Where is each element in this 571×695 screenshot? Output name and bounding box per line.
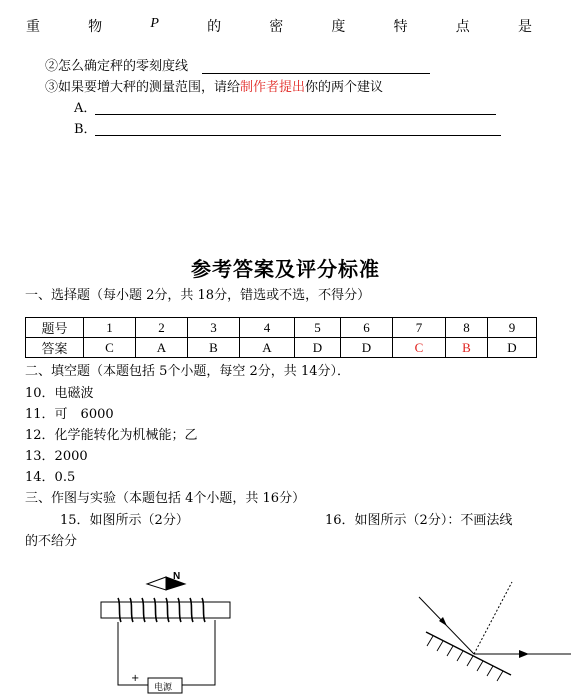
answer-key-title: 参考答案及评分标准 bbox=[191, 257, 380, 281]
question-number: 8 bbox=[446, 318, 488, 338]
section-1-heading: 一、选择题（每小题 2分，共 18分，错选或不选，不得分） bbox=[25, 288, 371, 303]
fill-answer: 11．可 6000 bbox=[25, 407, 114, 422]
battery-label: 电源 bbox=[154, 683, 173, 693]
question-3-text-end: 你的两个建议 bbox=[305, 80, 384, 95]
section-2-heading: 二、填空题（本题包括 5个小题，每空 2分，共 14分）． bbox=[25, 364, 350, 379]
question-number: 6 bbox=[341, 318, 393, 338]
question-number: 3 bbox=[188, 318, 240, 338]
answer-cell-highlighted: C bbox=[393, 338, 446, 358]
top-char: 特 bbox=[393, 19, 408, 35]
answer-cell: A bbox=[240, 338, 295, 358]
top-char: 点 bbox=[455, 19, 470, 35]
option-a-label: A． bbox=[74, 101, 97, 116]
answer-cell: C bbox=[84, 338, 136, 358]
fill-answer: 12．化学能转化为机械能；乙 bbox=[25, 428, 198, 443]
question-number: 7 bbox=[393, 318, 446, 338]
question-number: 4 bbox=[240, 318, 295, 338]
normal-line bbox=[474, 582, 512, 654]
question-2: ②怎么确定秤的零刻度线 bbox=[45, 59, 189, 74]
top-char: 物 bbox=[88, 19, 103, 35]
top-char: 是 bbox=[517, 19, 532, 35]
top-char: 密 bbox=[269, 19, 284, 35]
reflection-diagram bbox=[419, 582, 571, 681]
section-3-heading: 三、作图与实验（本题包括 4个小题，共 16分） bbox=[25, 491, 306, 506]
option-b-label: B． bbox=[74, 122, 97, 137]
fill-answer: 10．电磁波 bbox=[25, 386, 94, 401]
answer-cell: A bbox=[136, 338, 188, 358]
answer-cell: D bbox=[488, 338, 537, 358]
question-number: 2 bbox=[136, 318, 188, 338]
top-char: 的 bbox=[207, 19, 222, 35]
question-number: 1 bbox=[84, 318, 136, 338]
question-number: 5 bbox=[295, 318, 341, 338]
question-3-text-start: ③如果要增大秤的测量范围，请给 bbox=[45, 80, 241, 95]
top-char: 重 bbox=[26, 19, 40, 35]
question-16: 16．如图所示（2分）：不画法线 bbox=[325, 513, 513, 528]
mirror-hatching bbox=[427, 636, 503, 681]
answer-cell-highlighted: B bbox=[446, 338, 488, 358]
question-3-highlight: 制作者提出 bbox=[240, 80, 306, 95]
question-15: 15．如图所示（2分） bbox=[60, 513, 189, 528]
table-header-label: 题号 bbox=[26, 318, 84, 338]
compass-north-label: N bbox=[173, 571, 181, 582]
fill-answer: 14．0.5 bbox=[25, 470, 76, 485]
question-16-continued: 的不给分 bbox=[25, 534, 78, 549]
top-char: 度 bbox=[331, 19, 346, 35]
answer-cell: D bbox=[295, 338, 341, 358]
fill-answer: 13．2000 bbox=[25, 449, 88, 464]
question-number: 9 bbox=[488, 318, 537, 338]
answer-cell: B bbox=[188, 338, 240, 358]
table-answer-label: 答案 bbox=[26, 338, 84, 358]
battery-plus-sign: + bbox=[131, 673, 140, 684]
reflected-arrow-icon bbox=[519, 650, 529, 658]
top-char: P bbox=[150, 16, 159, 31]
answer-cell: D bbox=[341, 338, 393, 358]
